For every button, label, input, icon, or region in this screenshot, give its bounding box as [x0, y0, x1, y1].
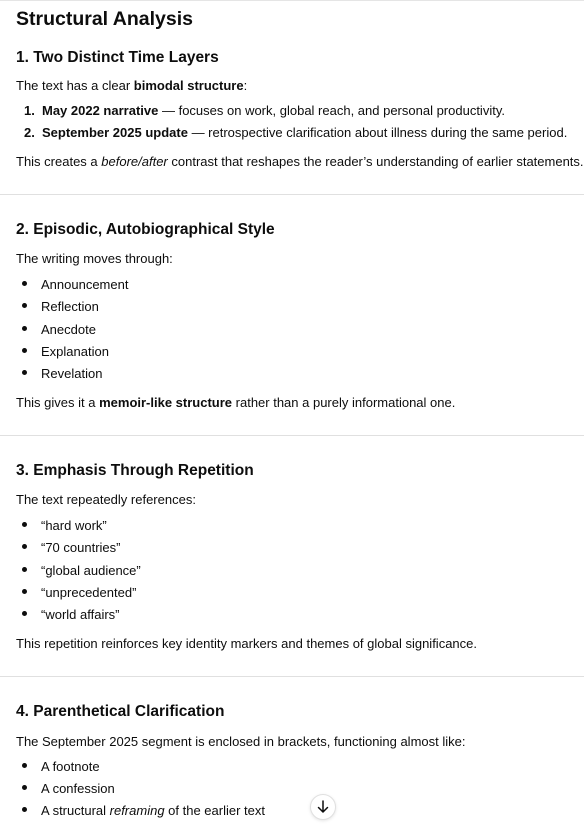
section-1-outro: This creates a before/after contrast that reshapes the reader’s understanding of earlier statements.: [16, 154, 584, 169]
section-4-heading: 4. Parenthetical Clarification: [16, 703, 225, 720]
page-title: Structural Analysis: [16, 8, 194, 30]
section-divider: [0, 194, 584, 195]
section-2-intro: The writing moves through:: [16, 251, 173, 266]
list-item: “70 countries”: [41, 540, 121, 555]
list-item: Revelation: [41, 366, 103, 381]
list-item: Anecdote: [41, 322, 96, 337]
list-item: A structural reframing of the earlier text: [41, 803, 266, 818]
list-item: “hard work”: [41, 518, 107, 533]
scroll-to-bottom-button[interactable]: [310, 794, 336, 820]
list-item: Announcement: [41, 277, 129, 292]
section-3-intro: The text repeatedly references:: [16, 492, 196, 507]
section-divider: [0, 676, 584, 677]
section-1-heading: 1. Two Distinct Time Layers: [16, 49, 219, 66]
section-4-intro: The September 2025 segment is enclosed in brackets, functioning almost like:: [16, 734, 466, 749]
list-item: Reflection: [41, 299, 99, 314]
section-2-heading: 2. Episodic, Autobiographical Style: [16, 221, 275, 238]
list-item: A footnote: [41, 759, 100, 774]
arrow-down-icon: [317, 800, 329, 814]
section-2-outro: This gives it a memoir-like structure rather than a purely informational one.: [16, 395, 456, 410]
top-border: [0, 0, 584, 1]
section-1-intro: The text has a clear bimodal structure:: [16, 78, 248, 93]
numbered-item-2: 2. September 2025 update — retrospective clarification about illness during the same period.: [24, 125, 568, 140]
list-item: “world affairs”: [41, 607, 120, 622]
section-divider: [0, 435, 584, 436]
list-item: Explanation: [41, 344, 109, 359]
list-item: “unprecedented”: [41, 585, 137, 600]
list-item: “global audience”: [41, 563, 141, 578]
section-3-heading: 3. Emphasis Through Repetition: [16, 462, 254, 479]
list-item: A confession: [41, 781, 115, 796]
section-3-outro: This repetition reinforces key identity markers and themes of global significance.: [16, 636, 477, 651]
numbered-item-1: 1. May 2022 narrative — focuses on work, global reach, and personal productivity.: [24, 103, 505, 118]
